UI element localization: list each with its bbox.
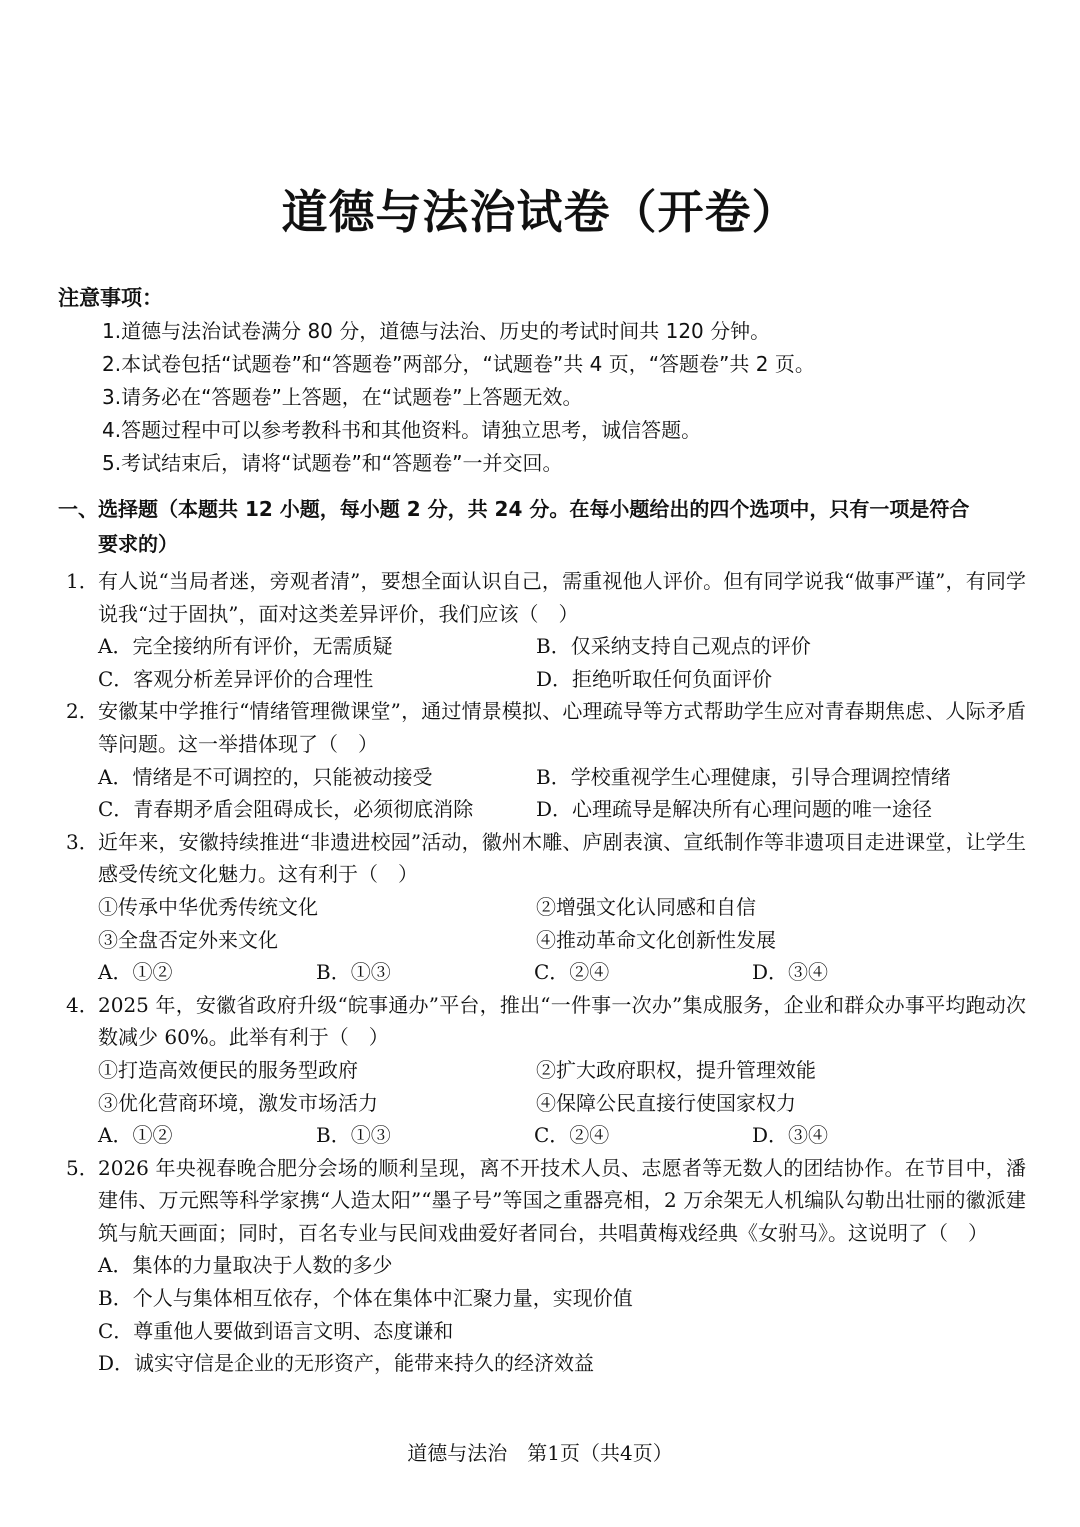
statement-4: ④推动革命文化创新性发展	[536, 927, 776, 952]
option-b: B．①③	[316, 1123, 391, 1148]
question-2	[66, 695, 1026, 825]
question-stem: 有人说“当局者迷，旁观者清”，要想全面认识自己，需重视他人评价。但有同学说我“做事严谨”，有同学说我“过于固执”，面对这类差异评价，我们应该（ ）	[98, 569, 1026, 626]
option-c: C．客观分析差异评价的合理性	[98, 666, 374, 691]
section-heading-line2: 要求的）	[98, 532, 178, 556]
notice-item: 2.本试卷包括“试题卷”和“答题卷”两部分，“试题卷”共 4 页，“答题卷”共 2 页。	[102, 352, 815, 376]
option-b: B．学校重视学生心理健康，引导合理调控情绪	[536, 764, 951, 789]
question-list	[66, 565, 1026, 1380]
question-stem: 安徽某中学推行“情绪管理微课堂”，通过情景模拟、心理疏导等方式帮助学生应对青春期焦虑、人际矛盾等问题。这一举措体现了（ ）	[98, 699, 1026, 756]
question-4	[66, 989, 1026, 1152]
option-d: D．诚实守信是企业的无形资产，能带来持久的经济效益	[98, 1351, 595, 1376]
question-1	[66, 565, 1026, 695]
notice-block	[58, 282, 1038, 480]
question-number: 3．	[66, 829, 99, 854]
page-footer: 道德与法治 第1页（共4页）	[407, 1441, 673, 1465]
option-d: D．③④	[752, 1123, 829, 1148]
option-a: A．①②	[98, 960, 173, 985]
option-a: A．集体的力量取决于人数的多少	[98, 1253, 393, 1278]
question-stem: 近年来，安徽持续推进“非遗进校园”活动，徽州木雕、庐剧表演、宣纸制作等非遗项目走进课堂，让学生感受传统文化魅力。这有利于（ ）	[98, 829, 1026, 887]
option-a: A．完全接纳所有评价，无需质疑	[98, 634, 393, 659]
page-title: 道德与法治试卷（开卷）	[281, 185, 799, 239]
option-c: C．尊重他人要做到语言文明、态度谦和	[98, 1318, 454, 1343]
statement-3: ③优化营商环境，激发市场活力	[98, 1090, 378, 1115]
question-number: 5．	[66, 1155, 99, 1180]
option-d: D．③④	[752, 960, 829, 985]
notice-item: 5.考试结束后，请将“试题卷”和“答题卷”一并交回。	[102, 451, 563, 475]
option-a: A．情绪是不可调控的，只能被动接受	[98, 764, 433, 789]
option-c: C．②④	[534, 1123, 610, 1148]
option-d: D．拒绝听取任何负面评价	[536, 666, 773, 691]
section-heading	[58, 492, 1033, 562]
notice-item: 4.答题过程中可以参考教科书和其他资料。请独立思考，诚信答题。	[102, 418, 702, 442]
option-d: D．心理疏导是解决所有心理问题的唯一途径	[536, 797, 933, 822]
statement-2: ②扩大政府职权，提升管理效能	[536, 1057, 816, 1082]
question-number: 2．	[66, 699, 99, 724]
notice-heading: 注意事项：	[58, 286, 163, 310]
option-b: B．①③	[316, 960, 391, 985]
statement-4: ④保障公民直接行使国家权力	[536, 1090, 796, 1115]
option-b: B．仅采纳支持自己观点的评价	[536, 634, 811, 659]
section-heading-line1: 一、选择题（本题共 12 小题，每小题 2 分，共 24 分。在每小题给出的四个选项中，只有一项是符合	[58, 497, 970, 521]
option-c: C．②④	[534, 960, 610, 985]
statement-1: ①打造高效便民的服务型政府	[98, 1057, 358, 1082]
statement-2: ②增强文化认同感和自信	[536, 894, 756, 919]
statement-3: ③全盘否定外来文化	[98, 927, 278, 952]
notice-item: 3.请务必在“答题卷”上答题，在“试题卷”上答题无效。	[102, 385, 583, 409]
option-c: C．青春期矛盾会阻碍成长，必须彻底消除	[98, 797, 474, 822]
question-number: 4．	[66, 992, 99, 1017]
option-b: B．个人与集体相互依存，个体在集体中汇聚力量，实现价值	[98, 1286, 633, 1311]
question-number: 1．	[66, 569, 99, 593]
question-3	[66, 826, 1026, 989]
notice-item: 1.道德与法治试卷满分 80 分，道德与法治、历史的考试时间共 120 分钟。	[102, 319, 771, 343]
question-5	[66, 1152, 1026, 1380]
question-stem: 2026 年央视春晚合肥分会场的顺利呈现，离不开技术人员、志愿者等无数人的团结协作。在节目中，潘建伟、万元熙等科学家携“人造太阳”“墨子号”等国之重器亮相，2 万余架无人机编队勾勒出壮丽的徽派建筑与航天画面；同时，百名专业与民间戏曲爱好者同台，共唱黄梅戏经典《女驸马》。这说明了（ ）	[98, 1155, 1026, 1245]
option-a: A．①②	[98, 1123, 173, 1148]
statement-1: ①传承中华优秀传统文化	[98, 894, 318, 919]
question-stem: 2025 年，安徽省政府升级“皖事通办”平台，推出“一件事一次办”集成服务，企业和群众办事平均跑动次数减少 60%。此举有利于（ ）	[98, 992, 1026, 1050]
